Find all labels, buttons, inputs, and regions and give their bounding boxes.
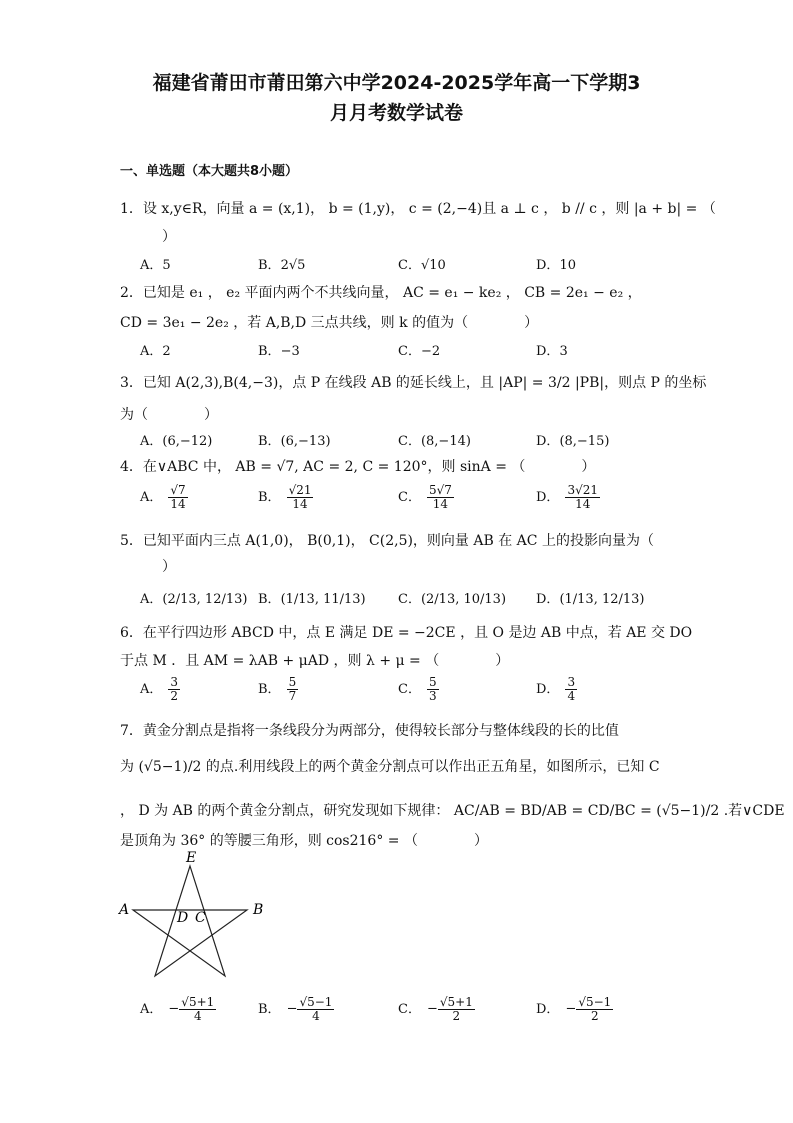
fraction xyxy=(576,996,613,1022)
option-value: 2√5 xyxy=(280,258,306,273)
fraction xyxy=(297,996,334,1022)
q1-option-b[interactable] xyxy=(258,254,305,273)
denominator: 7 xyxy=(288,688,297,703)
denominator: 2 xyxy=(452,1008,461,1023)
numerator: √5+1 xyxy=(439,995,473,1009)
option-label: A． xyxy=(140,434,163,449)
question-1-line-2: ） xyxy=(120,229,176,245)
question-4-line-1: 4．在∨ABC 中， AB = √7, AC = 2, C = 120°，则 sinA = （ ） xyxy=(120,459,596,475)
option-label: D． xyxy=(536,344,560,359)
q2-option-d[interactable] xyxy=(536,340,568,359)
option-label: C． xyxy=(398,681,421,697)
option-label: D． xyxy=(536,258,560,273)
option-label: C． xyxy=(398,489,421,505)
fraction xyxy=(179,996,216,1022)
denominator: 14 xyxy=(575,496,591,511)
q5-option-b[interactable] xyxy=(258,588,366,607)
option-label: B． xyxy=(258,489,281,505)
option-value: (8,−15) xyxy=(559,434,610,449)
option-label: B． xyxy=(258,1001,281,1017)
numerator: 5 xyxy=(428,675,437,689)
q5-option-a[interactable] xyxy=(140,588,247,607)
fraction xyxy=(427,484,454,510)
fraction xyxy=(565,676,577,702)
option-label: A． xyxy=(140,344,163,359)
option-value: 3 xyxy=(559,344,568,359)
option-value: (2/13, 12/13) xyxy=(162,592,248,607)
fraction xyxy=(287,676,299,702)
q1-option-a[interactable] xyxy=(140,254,171,273)
label-d: D xyxy=(177,910,189,926)
option-label: A． xyxy=(140,592,163,607)
minus-sign: − xyxy=(286,1001,298,1017)
option-label: C． xyxy=(398,592,421,607)
option-value: (2/13, 10/13) xyxy=(420,592,507,607)
option-value: 5 xyxy=(162,258,171,273)
q2-option-b[interactable] xyxy=(258,340,300,359)
fraction xyxy=(438,996,475,1022)
option-value: 10 xyxy=(559,258,576,273)
q1-option-d[interactable] xyxy=(536,254,576,273)
question-2-line-2: CD = 3e₁ − 2e₂ ，若 A,B,D 三点共线，则 k 的值为（ ） xyxy=(120,315,539,331)
pentagram-svg xyxy=(115,848,275,988)
option-value: −2 xyxy=(420,344,441,359)
option-value: √10 xyxy=(420,258,446,273)
q1-option-c[interactable] xyxy=(398,254,446,273)
option-label: D． xyxy=(536,1001,560,1017)
option-label: D． xyxy=(536,681,560,697)
denominator: 14 xyxy=(432,496,449,511)
option-value: (1/13, 11/13) xyxy=(280,592,366,607)
q4-option-d[interactable] xyxy=(536,484,600,510)
q7-option-b[interactable] xyxy=(258,996,334,1022)
q3-option-c[interactable] xyxy=(398,430,471,449)
question-7-line-3: ， D 为 AB 的两个黄金分割点，研究发现如下规律： AC/AB = BD/AB = CD/BC = (√5−1)/2 .若∨CDE xyxy=(120,803,785,819)
question-3-options xyxy=(0,430,793,458)
question-6-line-2: 于点 M ．且 AM = λAB + μAD ，则 λ + μ = （ ） xyxy=(120,653,510,669)
numerator: √7 xyxy=(170,483,186,497)
fraction xyxy=(427,676,439,702)
option-value: −3 xyxy=(280,344,300,359)
denominator: 4 xyxy=(567,688,576,703)
q5-option-c[interactable] xyxy=(398,588,506,607)
q6-option-c[interactable] xyxy=(398,676,439,702)
option-label: C． xyxy=(398,434,421,449)
numerator: 5 xyxy=(288,675,297,689)
q2-option-a[interactable] xyxy=(140,340,171,359)
option-label: D． xyxy=(536,489,560,505)
option-value: (1/13, 12/13) xyxy=(559,592,645,607)
q3-option-b[interactable] xyxy=(258,430,331,449)
q6-option-d[interactable] xyxy=(536,676,577,702)
option-label: C． xyxy=(398,344,421,359)
numerator: √5−1 xyxy=(578,995,612,1009)
denominator: 3 xyxy=(428,688,437,703)
option-label: B． xyxy=(258,434,281,449)
denominator: 4 xyxy=(312,1008,320,1023)
fraction xyxy=(168,676,180,702)
exam-title-line-2: 月月考数学试卷 xyxy=(329,102,463,124)
section-heading: 一、单选题（本大题共8小题） xyxy=(120,164,299,179)
pentagram-star xyxy=(133,866,247,976)
option-label: C． xyxy=(398,1001,421,1017)
question-3-line-2: 为（ ） xyxy=(120,407,218,423)
fraction xyxy=(287,484,314,510)
option-label: C． xyxy=(398,258,421,273)
option-label: A． xyxy=(140,258,163,273)
minus-sign: − xyxy=(565,1001,577,1017)
numerator: 3√21 xyxy=(567,483,598,497)
question-5-line-2: ） xyxy=(120,559,176,575)
label-c: C xyxy=(195,910,206,926)
question-5-options xyxy=(0,588,793,616)
denominator: 2 xyxy=(170,688,179,703)
question-7-line-1: 7．黄金分割点是指将一条线段分为两部分，使得较长部分与整体线段的长的比值 xyxy=(120,723,619,739)
q4-option-c[interactable] xyxy=(398,484,454,510)
label-e: E xyxy=(186,850,197,866)
question-3-line-1: 3．已知 A(2,3),B(4,−3)，点 P 在线段 AB 的延长线上，且 |AP| = 3/2 |PB|，则点 P 的坐标 xyxy=(120,375,707,391)
numerator: 3 xyxy=(567,675,576,689)
denominator: 14 xyxy=(292,496,308,511)
option-label: B． xyxy=(258,681,281,697)
question-4-options xyxy=(0,484,793,520)
question-6-line-1: 6．在平行四边形 ABCD 中，点 E 满足 DE = −2CE ，且 O 是边 AB 中点，若 AE 交 DO xyxy=(120,625,693,641)
option-label: A． xyxy=(140,681,163,697)
numerator: 3 xyxy=(170,675,179,689)
option-label: B． xyxy=(258,258,281,273)
option-value: (6,−13) xyxy=(280,434,331,449)
q5-option-d[interactable] xyxy=(536,588,645,607)
q6-option-a[interactable] xyxy=(140,676,180,702)
option-label: A． xyxy=(140,1001,163,1017)
q7-option-a[interactable] xyxy=(140,996,216,1022)
option-label: D． xyxy=(536,434,560,449)
exam-title-line-1: 福建省莆田市莆田第六中学2024-2025学年高一下学期3 xyxy=(152,72,641,94)
q7-option-d[interactable] xyxy=(536,996,613,1022)
question-7-options xyxy=(0,996,793,1036)
numerator: √5+1 xyxy=(181,995,215,1009)
question-6-options xyxy=(0,676,793,712)
numerator: 5√7 xyxy=(428,483,452,497)
option-label: A． xyxy=(140,489,163,505)
fraction xyxy=(168,484,187,510)
q4-option-b[interactable] xyxy=(258,484,313,510)
option-value: (8,−14) xyxy=(420,434,471,449)
label-b: B xyxy=(253,902,264,918)
numerator: √5−1 xyxy=(299,995,333,1009)
q3-option-a[interactable] xyxy=(140,430,212,449)
q7-option-c[interactable] xyxy=(398,996,475,1022)
question-5-line-1: 5．已知平面内三点 A(1,0)， B(0,1)， C(2,5)，则向量 AB 在 AC 上的投影向量为（ xyxy=(120,533,654,549)
label-a: A xyxy=(119,902,130,918)
question-2-line-1: 2．已知是 e₁ ， e₂ 平面内两个不共线向量， AC = e₁ − ke₂ ， CB = 2e₁ − e₂ ， xyxy=(120,285,642,301)
fraction xyxy=(565,484,600,510)
q4-option-a[interactable] xyxy=(140,484,188,510)
question-1-line-1: 1．设 x,y∈R，向量 a = (x,1)， b = (1,y)， c = (2,−4)且 a ⊥ c ， b // c ，则 |a + b| = （ xyxy=(120,201,716,217)
q6-option-b[interactable] xyxy=(258,676,298,702)
pentagram-figure xyxy=(115,848,275,988)
numerator: √21 xyxy=(288,483,312,497)
denominator: 14 xyxy=(170,496,186,511)
minus-sign: − xyxy=(426,1001,438,1017)
denominator: 4 xyxy=(193,1008,202,1023)
q3-option-d[interactable] xyxy=(536,430,609,449)
question-2-options xyxy=(0,340,793,368)
denominator: 2 xyxy=(591,1008,599,1023)
option-value: (6,−12) xyxy=(162,434,213,449)
question-1-options xyxy=(0,254,793,282)
minus-sign: − xyxy=(168,1001,180,1017)
option-label: B． xyxy=(258,592,281,607)
option-label: D． xyxy=(536,592,560,607)
question-7-line-4: 是顶角为 36° 的等腰三角形，则 cos216° = （ ） xyxy=(120,833,488,849)
q2-option-c[interactable] xyxy=(398,340,440,359)
question-7-line-2: 为 (√5−1)/2 的点.利用线段上的两个黄金分割点可以作出正五角星，如图所示，已知 C xyxy=(120,759,660,775)
option-label: B． xyxy=(258,344,281,359)
option-value: 2 xyxy=(162,344,171,359)
